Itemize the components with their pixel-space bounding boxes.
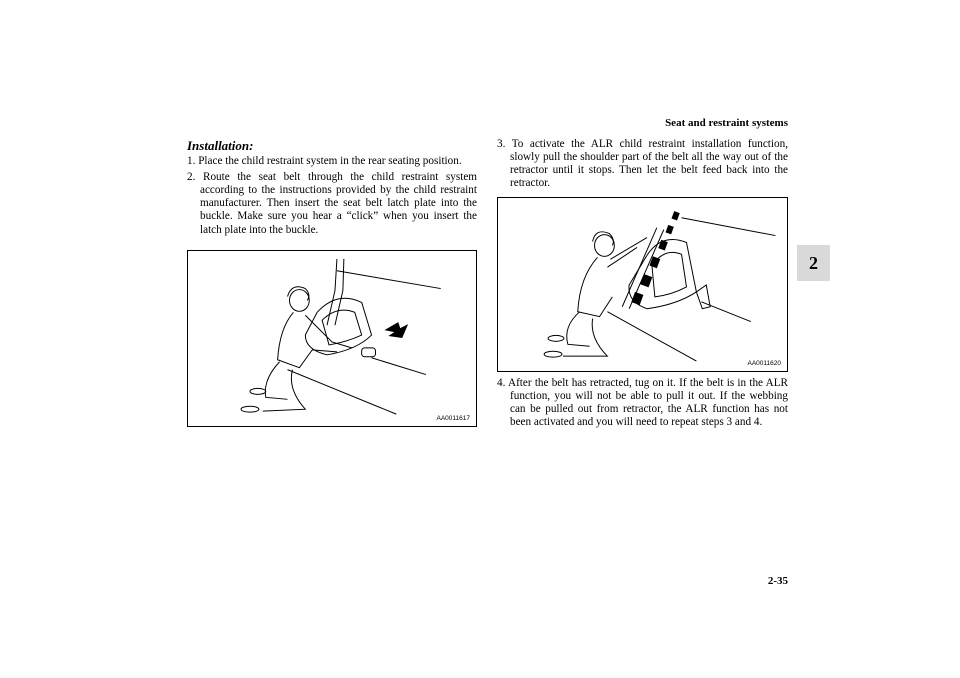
step-1-text: 1. Place the child restraint system in the rear seating position.	[187, 155, 462, 168]
figure-belt-pull-out	[497, 197, 788, 372]
section-header: Seat and restraint systems	[665, 117, 788, 129]
installation-heading: Installation:	[187, 138, 254, 153]
right-column	[497, 138, 788, 193]
left-column	[187, 139, 477, 240]
figure-code-right: AA0011620	[747, 360, 781, 367]
chapter-tab: 2	[797, 245, 830, 281]
latch-plate-illustration	[188, 251, 476, 426]
belt-pull-illustration	[498, 198, 787, 371]
step-4-text: 4. After the belt has retracted, tug on it. If the belt is in the ALR function, you will not be able to pull it out. If the webbing can be pulled out from retractor, the ALR function has not been activated and you will need to repeat steps 3 and 4.	[497, 377, 788, 429]
step-4-block	[497, 377, 788, 432]
figure-code-left: AA0011617	[436, 415, 470, 422]
step-3-text: 3. To activate the ALR child restraint installation function, slowly pull the shoulder part of the belt all the way out of the retractor until it stops. Then let the belt feed back into the retractor.	[497, 138, 788, 190]
figure-latch-plate-insertion	[187, 250, 477, 427]
step-2-text: 2. Route the seat belt through the child restraint system according to the instructions provided by the child restraint manufacturer. Then insert the seat belt latch plate into the buckle. Make sure you hear a “click” when you insert the latch plate into the buckle.	[187, 171, 477, 236]
page-number: 2-35	[767, 575, 788, 587]
